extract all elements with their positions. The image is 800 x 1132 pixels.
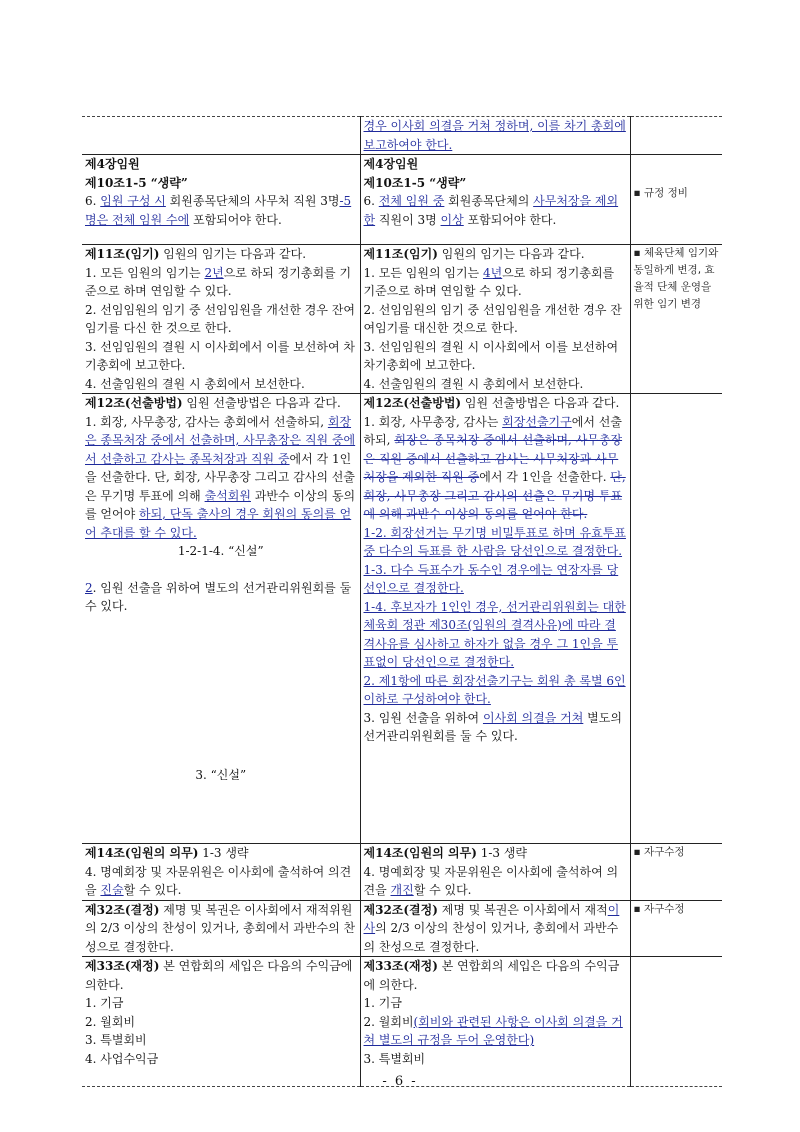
text: 임원의 임기는 다음과 같다. [159,247,307,261]
article-title: 제12조(선출방법) [85,396,183,410]
old-cell [82,900,360,957]
text: 1. 회장, 사무총장, 감사는 [363,414,503,429]
text: 2. 선임임원의 임기 중 선임임원을 개선한 경우 잔여임기를 대신한 것으로 한다. [363,302,622,335]
text: 1-3 생략 [476,846,528,860]
underlined-text: 하되, 단독 출사의 경우 회원의 동의를 얻어 추대를 할 수 있다. [85,507,352,540]
text: 4. 선출임원의 결원 시 총회에서 보선한다. [85,376,305,391]
underlined-text: 임원 구성 시 [100,194,166,208]
article-title: 제11조(임기) [85,247,160,261]
note-cell [630,900,722,957]
article-title: 제14조(임원의 의무) [85,846,199,860]
underlined-text: 회장은 종목처장 중에서 선출하며, 사무총장은 직원 중에서 선출하고 감사는 종목처장과 직원 중 [85,414,356,466]
underlined-text: 2 [85,580,93,595]
underlined-text: 진술 [100,883,124,897]
new-cell [360,245,630,394]
underlined-text: 1-4. 후보자가 1인인 경우, 선거관리위원회는 대한체육회 정관 제30조(임원의 결격사유)에 따라 결격사유를 심사하고 하자가 없을 경우 그 1인을 투표없이 당선인으로 결정한다. [363,599,626,669]
article-title: 제33조(재정) [363,959,438,973]
note-cell [630,957,722,1087]
underlined-text: 2. 제1항에 따른 회장선출기구는 회원 총 [363,673,580,688]
article-title: 제32조(결정) [85,902,160,917]
text: 의 2/3 이상의 찬성이 있거나, 총회에서 과반수의 찬성으로 결정한다. [363,921,619,954]
text: 2. 월회비 [363,1014,414,1029]
underlined-text: 록별 6인 이하로 구성하여야 한다. [363,673,626,706]
table-row [82,117,722,155]
text: 2. 선임임원의 임기 중 선임임원을 개선한 경우 잔여임기를 다신 한 것으로 한다. [85,302,355,335]
old-cell [82,245,360,394]
note-text: ▪ 규정 정비 [633,187,688,199]
text: 포함되어야 한다. [189,212,282,227]
text: 으로 하되 정기총회를 기준으로 하며 연임할 수 있다. [85,265,352,298]
page-number: - 6 - [382,1074,418,1089]
text: 직원이 3명 [375,212,441,227]
text: 과반수 이상의 동의를 얻어야 [85,488,356,521]
old-cell [82,155,360,245]
article-title: 제12조(선출방법) [363,396,462,410]
note-cell [630,844,722,901]
insert-marker: 3. “신설” [195,767,247,782]
old-cell [82,117,360,155]
text: 할 수 있다. [123,883,182,897]
underlined-text: 출석회원 [204,488,251,503]
article-title: 제10조1-5 “생략” [85,175,188,190]
insert-marker: 1-2-1-4. “신설” [177,544,264,558]
comparison-table [82,116,722,1087]
text: 6. [85,194,101,208]
text: 4. 명예회장 및 자문위원은 이사회에 출석하여 의견을 [363,864,619,897]
text: 포함되어야 한다. [463,212,557,227]
table-row [82,245,722,394]
table-row [82,394,722,844]
new-cell [360,394,630,844]
list-item: 2. 월회비 [85,1014,136,1029]
text: 별도의 선거관리위원회를 둘 수 있다. [363,710,622,743]
old-cell [82,394,360,844]
article-title: 제14조(임원의 의무) [363,846,477,860]
article-title: 제11조(임기) [363,247,438,261]
note-cell [630,394,722,844]
underlined-text: 회장선출기구 [502,414,572,429]
text: 4. 명예회장 및 자문위원은 이사회에 출석하여 의견을 [85,864,352,897]
underlined-text: -5명은 전체 임원 수에 [85,194,352,227]
underlined-text: 이사회 의결을 거쳐 [482,710,584,725]
text: 3. 선임임원의 결원 시 이사회에서 이를 보선하여 차기총회에 보고한다. [363,339,619,372]
note-text: ▪ 자구수정 [633,846,685,858]
text: 본 연합회의 세입은 다음의 수익금에 의한다. [363,959,620,992]
underlined-text: 4년 [482,265,503,280]
note-text: ▪ 자구수정 [633,902,685,915]
underlined-text: 2년 [204,265,224,280]
deleted-text: 단, 회장, 사무총장 그리고 감사의 선출은 무기명 투표에 의해 과반수 이상의 동의를 얻어야 한다. [363,470,626,521]
text: 1. 모든 임원의 임기는 [363,265,483,280]
new-cell [360,900,630,957]
note-cell [630,245,722,394]
text: 회원종목단체의 [444,194,534,208]
list-item: 4. 사업수익금 [85,1051,159,1066]
text: 1. 회장, 사무총장, 감사는 총회에서 선출하되, [85,414,328,429]
old-cell [82,844,360,901]
text: 1-3 생략 [198,846,249,860]
list-item: 1. 기금 [363,996,402,1010]
note-text: ▪ 체육단체 임기와 동일하게 변경, 효율적 단체 운영을 위한 임기 변경 [633,247,719,310]
text: 제명 및 복권은 이사회에서 재적위원의 2/3 이상의 찬성이 있거나, 총회에서 과반수의 찬성으로 결정한다. [85,902,356,954]
text: 에서 선출하되, [363,414,622,447]
chapter-title: 제4장임원 [85,157,140,171]
underlined-text: 이상 [440,212,464,227]
text: 으로 하되 정기총회를 기준으로 하며 연임할 수 있다. [363,265,615,298]
note-cell [630,117,722,155]
text: 6. [363,194,379,208]
text: 4. 선출임원의 결원 시 총회에서 보선한다. [363,376,584,391]
text: 임원의 임기는 다음과 같다. [437,247,585,261]
text: 본 연합회의 세입은 다음의 수익금에 의한다. [85,959,353,992]
text: 회원종목단체의 사무처 직원 3명 [165,194,340,208]
list-item: 1. 기금 [85,996,124,1010]
text: 에서 각 1인을 선출한다. 단, 회장, 사무총장 그리고 감사의 선출은 무기명 투표에 의해 [85,451,355,503]
text: 임원 선출방법은 다음과 같다. [461,396,620,410]
new-cell [360,117,630,155]
underlined-text: 사무처장을 제외한 [363,194,619,227]
new-text: 경우 이사회 의결을 거쳐 정하며, 이를 차기 총회에 보고하여야 한다. [363,119,626,152]
note-cell [630,155,722,245]
article-title: 제32조(결정) [363,902,438,917]
text: 3. 임원 선출을 위하여 [363,710,483,725]
text: . 임원 선출을 위하여 별도의 선거관리위원회를 둘 수 있다. [85,580,352,613]
underlined-text: 1-3. 다수 득표수가 동수인 경우에는 연장자를 당선인으로 결정한다. [363,562,619,595]
chapter-title: 제4장임원 [363,157,419,171]
deleted-text: 회장은 종목처장 중에서 선출하며, 사무총장은 직원 중에서 선출하고 감사는 사무처장과 사무처장을 제외한 직원 중 [363,433,623,484]
article-title: 제10조1-5 “생략” [363,175,467,190]
text: 제명 및 복권은 이사회에서 재적 [437,902,608,917]
underlined-text: 개진 [390,883,414,897]
new-cell [360,155,630,245]
text: 할 수 있다. [413,883,472,897]
underlined-text: 이사 [363,902,620,935]
table-row [82,155,722,245]
new-cell [360,844,630,901]
underlined-text: 전체 임원 중 [378,194,445,208]
underlined-text: 1-2. 회장선거는 무기명 비밀투표로 하며 유효투표 중 다수의 득표를 한 사람을 당선인으로 결정한다. [363,525,626,558]
list-item: 3. 특별회비 [85,1033,147,1047]
list-item: 3. 특별회비 [363,1051,426,1066]
text: 임원 선출방법은 다음과 같다. [182,396,341,410]
old-cell [82,957,360,1087]
article-title: 제33조(재정) [85,959,160,973]
text: 3. 선임임원의 결원 시 이사회에서 이를 보선하여 차기총회에 보고한다. [85,339,355,372]
text: 1. 모든 임원의 임기는 [85,265,205,280]
table-row [82,900,722,957]
new-cell [360,957,630,1087]
underlined-text: (회비와 관련된 사항은 이사회 의결을 거쳐 별도의 규정을 두어 운영한다) [363,1014,623,1047]
table-row [82,957,722,1087]
text: 에서 각 1인을 선출한다. [479,470,611,484]
table-row [82,844,722,901]
